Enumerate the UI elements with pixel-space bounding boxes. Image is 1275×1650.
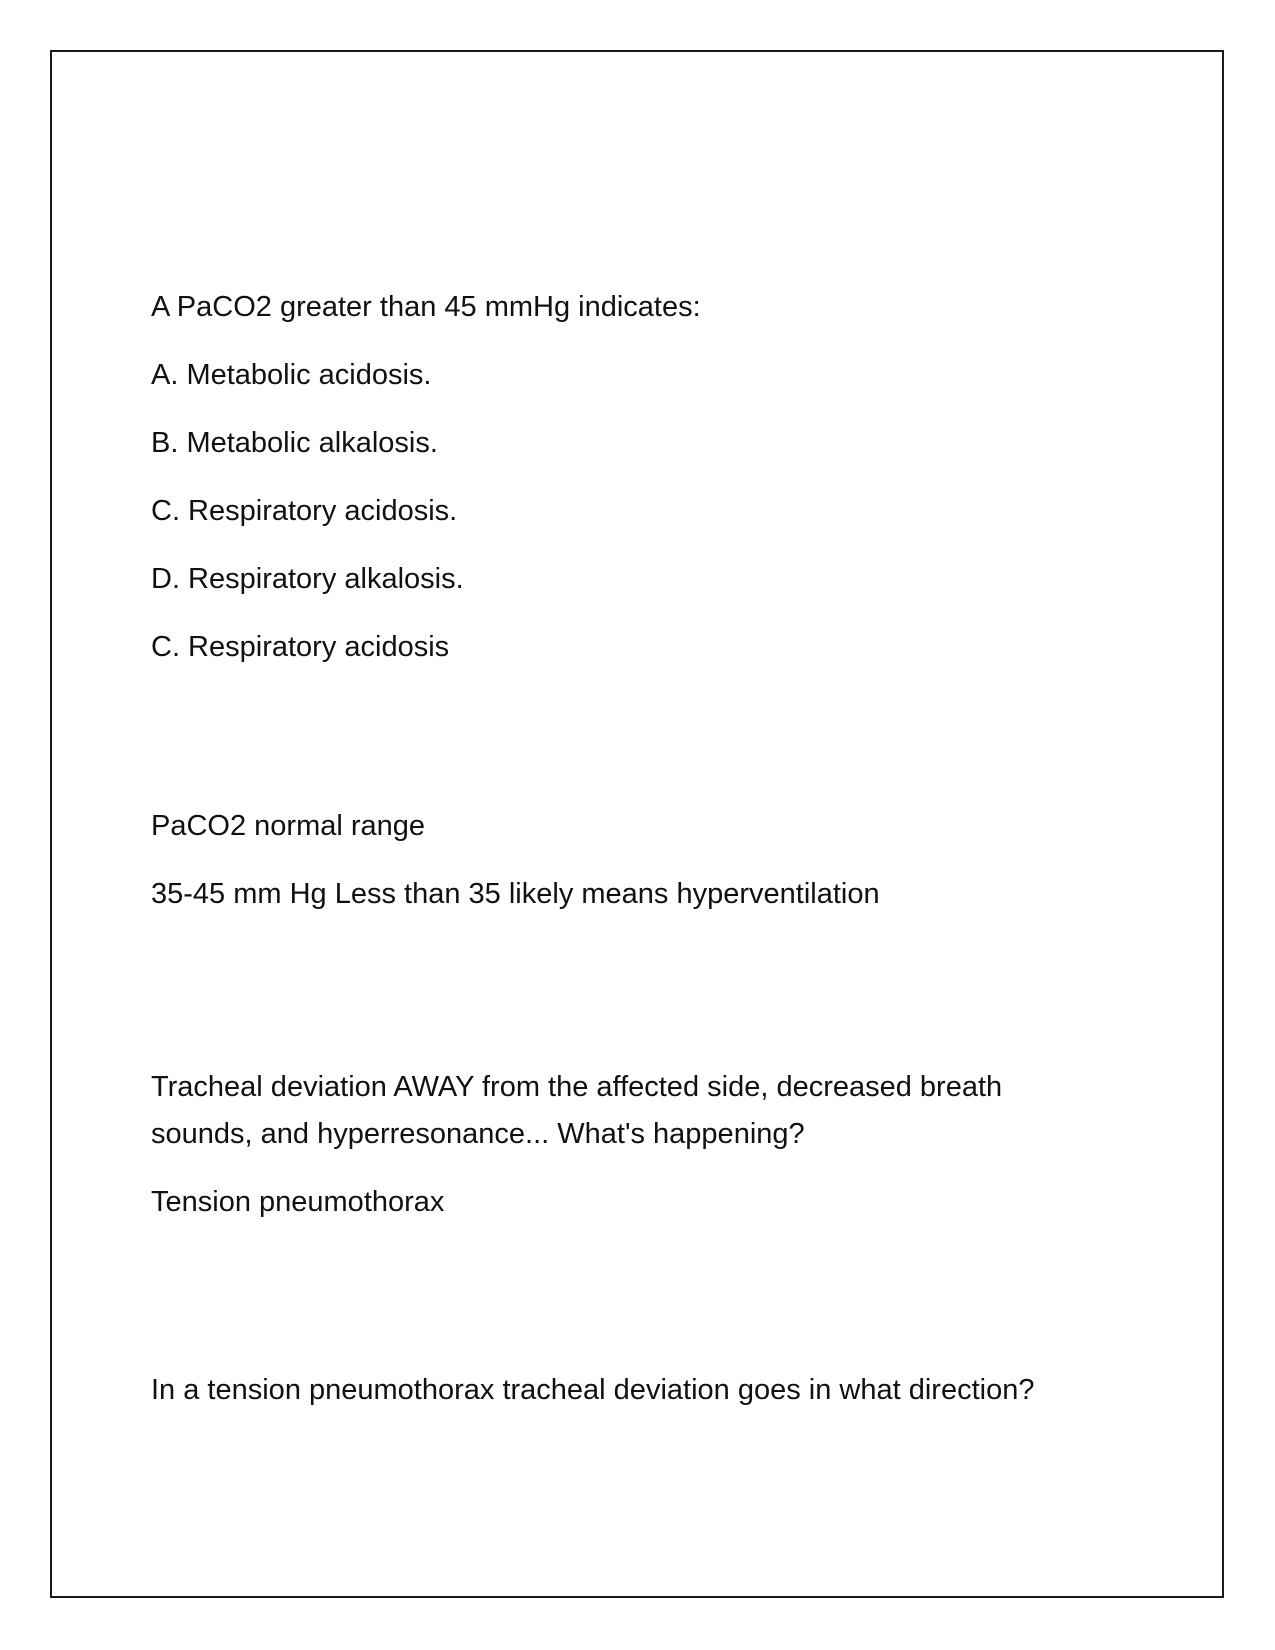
option-c: C. Respiratory acidosis. — [151, 495, 458, 527]
option-b: B. Metabolic alkalosis. — [151, 427, 438, 459]
answer-text: 35-45 mm Hg Less than 35 likely means hyperventilation — [151, 878, 880, 910]
answer-text: Tension pneumothorax — [151, 1186, 445, 1218]
flashcard-1 — [151, 284, 1091, 671]
flashcard-2 — [151, 803, 1091, 918]
question-text: In a tension pneumothorax tracheal deviation goes in what direction? — [151, 1374, 1035, 1406]
flashcard-4 — [151, 1367, 1091, 1414]
question-text: Tracheal deviation AWAY from the affected side, decreased breath sounds, and hyperresonance... What's happening? — [151, 1071, 1003, 1150]
option-d: D. Respiratory alkalosis. — [151, 563, 464, 595]
question-text: A PaCO2 greater than 45 mmHg indicates: — [151, 291, 701, 323]
answer-text: C. Respiratory acidosis — [151, 631, 450, 663]
option-a: A. Metabolic acidosis. — [151, 359, 432, 391]
question-text: PaCO2 normal range — [151, 810, 426, 842]
flashcard-3 — [151, 1064, 1091, 1226]
